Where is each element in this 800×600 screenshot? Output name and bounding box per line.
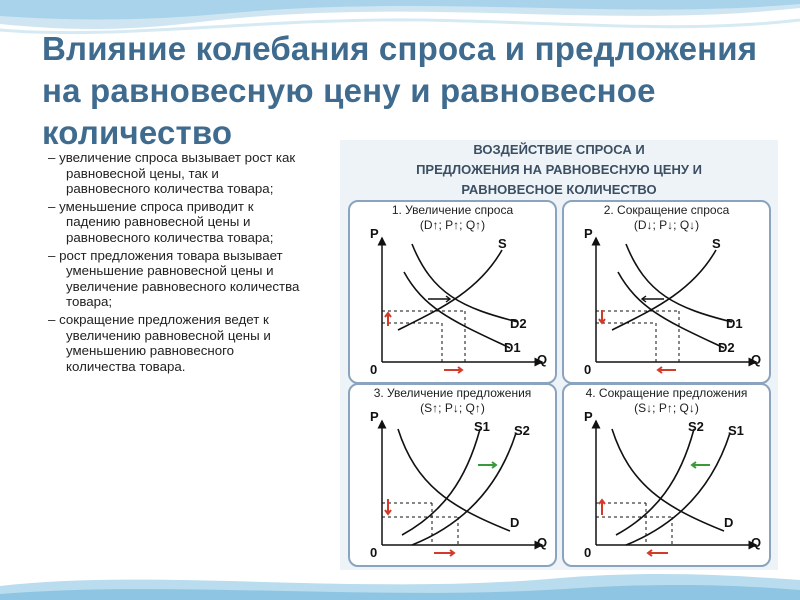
panel-supply-decrease (562, 383, 771, 567)
curve-label-d: D (510, 515, 520, 530)
curve-label-s: S (712, 236, 721, 251)
supply-curve-s2 (412, 433, 516, 545)
curve-label-s2: S2 (688, 419, 704, 434)
shift-arrow (642, 296, 664, 302)
curve-label-d1: D1 (504, 340, 521, 355)
curve-label-s2: S2 (514, 423, 530, 438)
curve-label-s1: S1 (474, 419, 490, 434)
shift-arrow (428, 296, 450, 302)
supply-demand-figure (340, 140, 778, 570)
curve-label-d2: D2 (718, 340, 735, 355)
panel-subtitle: (S↓; P↑; Q↓) (634, 401, 699, 415)
curve-label-s1: S1 (728, 423, 744, 438)
quantity-change-arrow (444, 367, 462, 373)
origin-label: 0 (370, 545, 378, 560)
price-change-arrow (385, 313, 391, 326)
bullet-item: – сокращение предложения ведет к увеличению равновесной цены и уменьшению равновесного количества товара. (48, 311, 271, 374)
panel-subtitle: (D↓; P↓; Q↓) (633, 218, 700, 232)
axis-q-label: Q (751, 352, 762, 367)
demand-curve-d1 (626, 244, 732, 322)
panel-title: 2. Сокращение спроса (603, 203, 730, 217)
origin-label: 0 (584, 545, 592, 560)
panel-supply-increase (348, 383, 557, 567)
supply-curve-s1 (626, 433, 730, 545)
supply-curve-s1 (402, 429, 480, 535)
curve-label-d2: D2 (510, 316, 527, 331)
panel-demand-increase (348, 200, 557, 384)
price-change-arrow (599, 310, 605, 323)
panel-title: 4. Сокращение предложения (585, 386, 748, 400)
panel-subtitle: (S↑; P↓; Q↑) (420, 401, 485, 415)
quantity-change-arrow (648, 550, 668, 556)
axis-q-label: Q (537, 352, 548, 367)
shift-arrow (692, 462, 710, 468)
axis-q-label: Q (537, 535, 548, 550)
price-change-arrow (385, 499, 391, 514)
origin-label: 0 (584, 362, 592, 377)
curve-label-s: S (498, 236, 507, 251)
axis-p-label: P (584, 226, 593, 241)
demand-curve-d2 (412, 244, 518, 322)
demand-curve-d1 (404, 272, 510, 348)
bullet-item: – рост предложения товара вызывает уменьшение равновесной цены и увеличение равновесного количества товара; (48, 247, 300, 310)
axis-p-label: P (584, 409, 593, 424)
quantity-change-arrow (434, 550, 454, 556)
bullet-item: – увеличение спроса вызывает рост как равновесной цены, так и равновесного количества товара; (48, 150, 296, 197)
figure-title: ВОЗДЕЙСТВИЕ СПРОСА И ПРЕДЛОЖЕНИЯ НА РАВНОВЕСНУЮ ЦЕНУ И РАВНОВЕСНОЕ КОЛИЧЕСТВО (416, 142, 702, 197)
axis-p-label: P (370, 226, 379, 241)
demand-curve-d2 (618, 272, 724, 348)
price-change-arrow (599, 500, 605, 515)
slide-title: Влияние колебания спроса и предложения на равновесную цену и равновесное количество (42, 30, 758, 151)
shift-arrow (478, 462, 496, 468)
quantity-change-arrow (658, 367, 676, 373)
origin-label: 0 (370, 362, 378, 377)
panel-title: 1. Увеличение спроса (391, 203, 514, 217)
bullet-list (48, 150, 306, 376)
panel-subtitle: (D↑; P↑; Q↑) (419, 218, 486, 232)
bullet-item: – уменьшение спроса приводит к падению равновесной цены и равновесного количества товара; (48, 198, 274, 245)
axis-q-label: Q (751, 535, 762, 550)
panel-title: 3. Увеличение предложения (373, 386, 532, 400)
supply-curve-s2 (616, 429, 694, 535)
curve-label-d: D (724, 515, 734, 530)
axis-p-label: P (370, 409, 379, 424)
curve-label-d1: D1 (726, 316, 743, 331)
panel-demand-decrease (562, 200, 771, 384)
